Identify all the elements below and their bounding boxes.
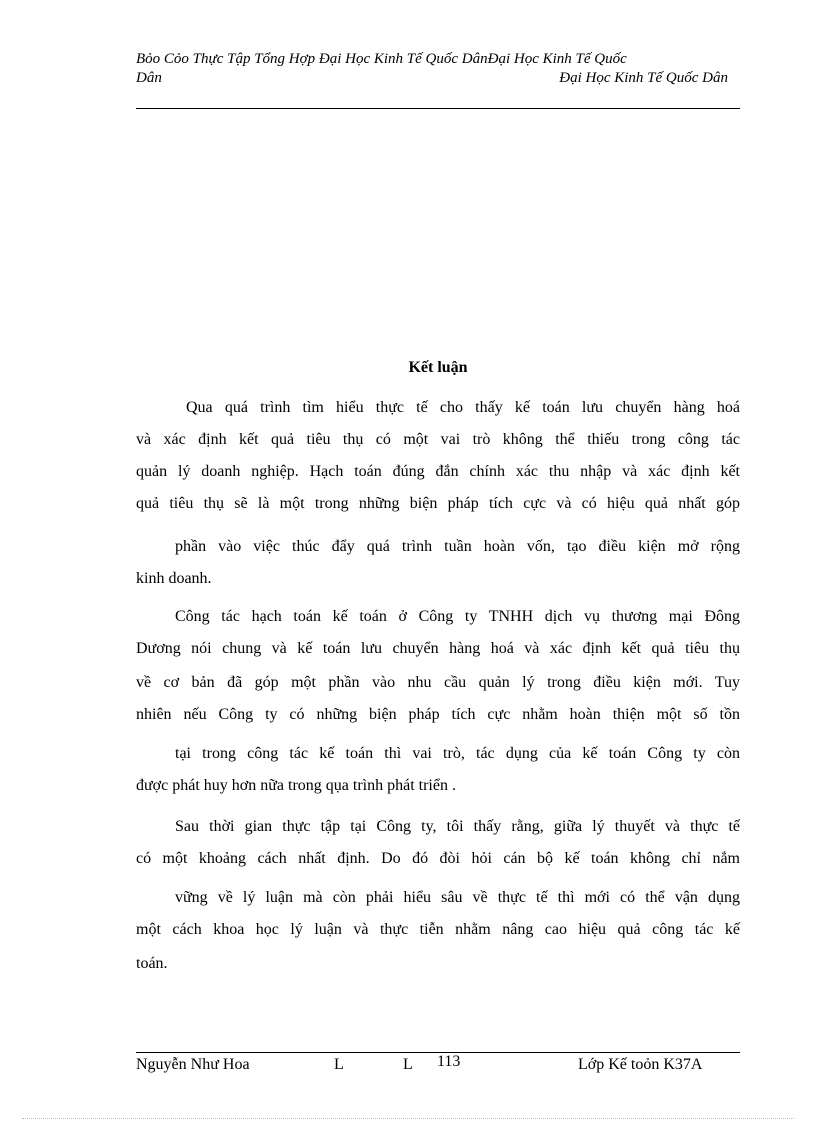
header-line-2 (136, 69, 740, 88)
header-line-1: Bỏo Cỏo Thực Tập Tổng Hợp Đại Học Kinh Tế Quốc DânĐại Học Kinh Tế Quốc (136, 51, 627, 67)
body-line: Sau thời gian thực tập tại Công ty, tôi thấy rằng, giữa lý thuyết và thực tế (175, 818, 740, 835)
body-line: Qua quá trình tìm hiểu thực tế cho thấy kế toán lưu chuyển hàng hoá (186, 399, 740, 416)
body-line: toán. (136, 955, 168, 972)
body-line: được phát huy hơn nữa trong qụa trình phát triển . (136, 777, 456, 794)
body-line: và xác định kết quả tiêu thụ có một vai trò không thể thiếu trong công tác (136, 431, 740, 448)
page-bottom-dotted-border (22, 1118, 794, 1119)
footer-class: Lớp Kế toỏn K37A (578, 1056, 703, 1073)
body-line: vững về lý luận mà còn phải hiểu sâu về thực tế thì mới có thể vận dụng (175, 889, 740, 906)
page-number: 113 (437, 1053, 461, 1070)
body-line: tại trong công tác kế toán thì vai trò, tác dụng của kế toán Công ty còn (175, 745, 740, 762)
body-line: về cơ bản đã góp một phần vào nhu cầu quản lý trong điều kiện mới. Tuy (136, 674, 740, 691)
body-line: Công tác hạch toán kế toán ở Công ty TNHH dịch vụ thương mại Đông (175, 608, 740, 625)
page-header (136, 50, 740, 88)
footer-author: Nguyễn Như Hoa (136, 1056, 250, 1073)
body-line: Dương nói chung và kế toán lưu chuyển hàng hoá và xác định kết quả tiêu thụ (136, 640, 740, 657)
section-title: Kết luận (408, 359, 468, 376)
footer-mark-2: L (403, 1056, 413, 1073)
body-line: nhiên nếu Công ty có những biện pháp tích cực nhằm hoàn thiện một số tồn (136, 706, 740, 723)
body-line: quản lý doanh nghiệp. Hạch toán đúng đắn chính xác thu nhập và xác định kết (136, 463, 740, 480)
body-line: kinh doanh. (136, 570, 212, 587)
footer-mark-1: L (334, 1056, 344, 1073)
header-line-2-right: Đại Học Kinh Tế Quốc Dân (559, 70, 728, 86)
body-line: một cách khoa học lý luận và thực tiễn nhằm nâng cao hiệu quả công tác kế (136, 921, 740, 938)
body-line: phần vào việc thúc đẩy quá trình tuần hoàn vốn, tạo điều kiện mở rộng (175, 538, 740, 555)
body-line: có một khoảng cách nhất định. Do đó đòi hỏi cán bộ kế toán không chỉ nắm (136, 850, 740, 867)
body-line: quả tiêu thụ sẽ là một trong những biện pháp tích cực và có hiệu quả nhất góp (136, 495, 740, 512)
header-divider (136, 108, 740, 109)
header-line-2-left: Dân (136, 70, 162, 86)
